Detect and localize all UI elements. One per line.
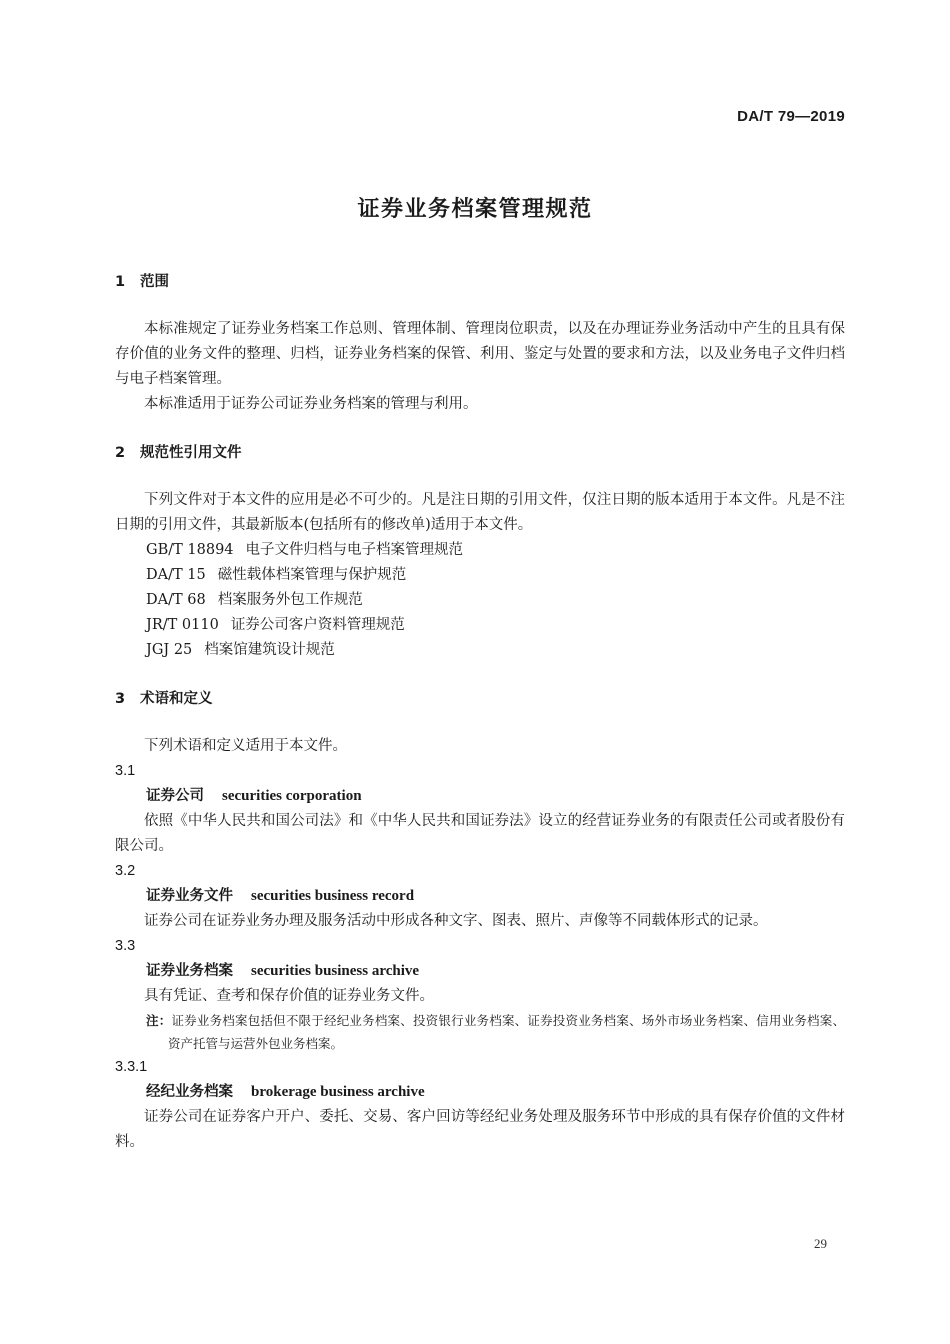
paragraph: 本标准适用于证券公司证券业务档案的管理与利用。 bbox=[144, 396, 478, 412]
paragraph: 下列文件对于本文件的应用是必不可少的。凡是注日期的引用文件，仅注日期的版本适用于本文件。凡是不注日期的引用文件，其最新版本(包括所有的修改单)适用于本文件。 bbox=[115, 492, 845, 533]
term-zh: 证券业务文件 bbox=[146, 888, 233, 904]
section-heading bbox=[115, 687, 845, 712]
reference-code: GB/T 18894 bbox=[146, 542, 234, 558]
reference-title: 磁性载体档案管理与保护规范 bbox=[217, 567, 407, 583]
term-heading bbox=[115, 884, 845, 909]
section-heading bbox=[115, 270, 845, 295]
section-title: 范围 bbox=[140, 274, 169, 290]
document-title: 证券业务档案管理规范 bbox=[357, 197, 593, 222]
reference-item bbox=[115, 563, 845, 588]
term-definition: 证券公司在证券业务办理及服务活动中形成各种文字、图表、照片、声像等不同载体形式的记录。 bbox=[144, 913, 768, 929]
section-title: 规范性引用文件 bbox=[140, 445, 242, 461]
note-label: 注： bbox=[146, 1013, 172, 1028]
section-heading bbox=[115, 441, 845, 466]
term-en: brokerage business archive bbox=[251, 1084, 425, 1100]
reference-title: 证券公司客户资料管理规范 bbox=[230, 617, 405, 633]
reference-item bbox=[115, 588, 845, 613]
document-body bbox=[115, 270, 845, 1155]
reference-item bbox=[115, 638, 845, 663]
reference-title: 档案服务外包工作规范 bbox=[217, 592, 363, 608]
paragraph: 下列术语和定义适用于本文件。 bbox=[144, 738, 347, 754]
term-zh: 证券业务档案 bbox=[146, 963, 233, 979]
standard-code: DA/T 79—2019 bbox=[737, 108, 845, 125]
term-heading bbox=[115, 784, 845, 809]
term-definition: 具有凭证、查考和保存价值的证券业务文件。 bbox=[144, 988, 434, 1004]
clause-number: 3.1 bbox=[115, 763, 136, 779]
term-zh: 证券公司 bbox=[146, 788, 204, 804]
paragraph: 本标准规定了证券业务档案工作总则、管理体制、管理岗位职责，以及在办理证券业务活动中产生的且具有保存价值的业务文件的整理、归档，证券业务档案的保管、利用、鉴定与处置的要求和方法，以及业务电子文件归档与电子档案管理。 bbox=[115, 321, 845, 387]
reference-item bbox=[115, 613, 845, 638]
reference-code: JGJ 25 bbox=[146, 642, 193, 658]
term-heading bbox=[115, 959, 845, 984]
term-zh: 经纪业务档案 bbox=[146, 1084, 233, 1100]
reference-title: 档案馆建筑设计规范 bbox=[204, 642, 335, 658]
term-definition: 依照《中华人民共和国公司法》和《中华人民共和国证券法》设立的经营证券业务的有限责任公司或者股份有限公司。 bbox=[115, 813, 845, 854]
reference-item bbox=[115, 538, 845, 563]
term-heading bbox=[115, 1080, 845, 1105]
reference-code: JR/T 0110 bbox=[146, 617, 219, 633]
term-definition: 证券公司在证券客户开户、委托、交易、客户回访等经纪业务处理及服务环节中形成的具有保存价值的文件材料。 bbox=[115, 1109, 845, 1150]
section-title: 术语和定义 bbox=[140, 691, 213, 707]
clause-number: 3.3.1 bbox=[115, 1059, 148, 1075]
term-en: securities business archive bbox=[251, 963, 420, 979]
section-number: 2 bbox=[115, 445, 126, 461]
reference-title: 电子文件归档与电子档案管理规范 bbox=[245, 542, 464, 558]
section-number: 1 bbox=[115, 274, 126, 290]
term-en: securities corporation bbox=[222, 788, 362, 804]
clause-number: 3.2 bbox=[115, 863, 136, 879]
section-number: 3 bbox=[115, 691, 126, 707]
reference-code: DA/T 68 bbox=[146, 592, 206, 608]
page-number: 29 bbox=[814, 1236, 827, 1251]
term-note bbox=[115, 1009, 845, 1055]
clause-number: 3.3 bbox=[115, 938, 136, 954]
reference-code: DA/T 15 bbox=[146, 567, 206, 583]
note-text: 证券业务档案包括但不限于经纪业务档案、投资银行业务档案、证券投资业务档案、场外市场业务档案、信用业务档案、资产托管与运营外包业务档案。 bbox=[168, 1013, 845, 1051]
term-en: securities business record bbox=[251, 888, 415, 904]
